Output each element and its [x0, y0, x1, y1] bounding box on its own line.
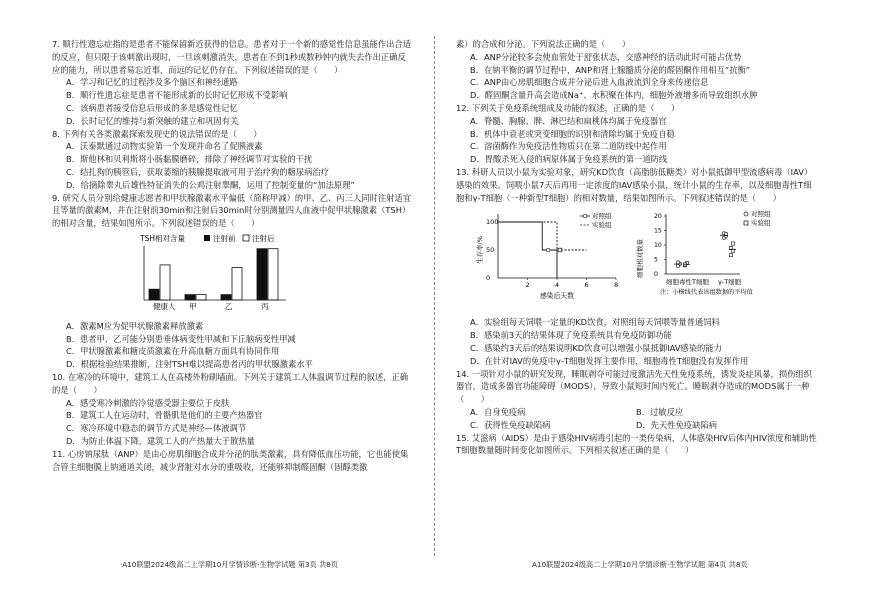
cell-category-1: 细胞毒性T细胞 [666, 278, 709, 287]
survival-marker-experimental [558, 249, 562, 253]
cell-legend-exp: 实验组 [751, 219, 771, 228]
q13-figures [470, 206, 818, 312]
tsh-bar-before-0 [149, 289, 159, 300]
q13-option-d: D．在针对IAV的免疫中γ-T细胞发挥主要作用，细胞毒性T细胞没有发挥作用 [470, 355, 749, 366]
q10-option-a: A．感受寒冷刺激的冷觉感受器主要位于皮肤 [66, 397, 230, 408]
tsh-bar-chart [66, 232, 286, 312]
legend-before-swatch [204, 235, 210, 241]
cell-control-point-0-2 [676, 261, 679, 264]
q10-option-c: C．寒冷环境中稳态的调节方式是神经—体液调节 [66, 423, 247, 434]
tsh-category-label-3: 丙 [261, 301, 269, 311]
survival-x-tick-label-3: 8 [614, 281, 619, 290]
survival-y-tick-label-2: 100 [486, 218, 499, 227]
tsh-bar-after-0 [160, 265, 170, 300]
q7-option-c: C．该病患者接受信息后形成的多是感觉性记忆 [66, 102, 238, 113]
cell-exp-point-1-0 [729, 254, 732, 257]
survival-x-label: 感染后天数 [540, 292, 574, 301]
cell-legend-control-marker [744, 212, 748, 216]
tsh-bar-after-3 [268, 249, 278, 300]
question-11-stem: 11. 心房钠尿肽（ANP）是由心房肌细胞合成并分泌的肽类激素，具有降低血压功能，它也能使集合管主细胞膜上钠通道关闭，减少肾脏对水分的重吸收，还能够抑制醛固酮（固醇类激 [52, 448, 409, 472]
survival-legend-exp: 实验组 [592, 221, 612, 230]
legend-before-label: 注射前 [213, 233, 236, 243]
cell-y-tick-label-0: 0 [654, 271, 658, 279]
survival-y-label: 生存率/% [476, 236, 484, 265]
cell-y-label: 细胞相对数量 [636, 239, 644, 279]
tsh-category-label-0: 健康人 [153, 301, 176, 311]
q9-option-c: C．甲状腺激素和糖皮质激素在升高血糖方面具有协同作用 [66, 346, 280, 357]
survival-marker-control [546, 249, 550, 253]
q9-option-a: A．激素M应为促甲状腺激素释放激素 [66, 320, 204, 331]
q13-option-c: C．感染约3天后的结果说明KD饮食可以增强小鼠抵御IAV感染的能力 [470, 342, 722, 353]
question-11-continued: 素）的合成和分泌。下列说法正确的是（ ） [456, 39, 631, 49]
cell-y-tick-label-1: 5 [654, 256, 658, 264]
survival-y-tick-label-1: 50 [486, 246, 495, 255]
cell-category-2: γ-T细胞 [718, 278, 742, 287]
cell-legend-control: 对照组 [751, 210, 771, 219]
survival-x-tick-label-0: 2 [525, 281, 530, 290]
tsh-category-label-2: 乙 [225, 301, 233, 311]
q11-option-a: A．ANP分泌较多会使血管处于舒张状态，交感神经的活动此时可能占优势 [470, 51, 742, 62]
question-10-stem: 10. 在寒冷的环境中，建筑工人在高楼外粉刷墙面。下列关于建筑工人体温调节过程的叙述，正确的是（ ） [52, 371, 409, 395]
q8-option-a: A．沃泰默通过动物实验第一个发现并命名了促胰液素 [66, 141, 263, 152]
q8-option-b: B．斯他林和贝利斯将小肠黏膜磨碎，排除了神经调节对实验的干扰 [66, 154, 313, 165]
tsh-bar-after-2 [232, 268, 242, 300]
q14-option-b: B．过敏反应 [636, 406, 684, 417]
q14-option-a: A．自身免疫病 [470, 406, 526, 417]
q7-option-d: D．长时记忆的维持与新突触的建立和巩固有关 [66, 115, 239, 126]
q13-figure-svg [470, 206, 820, 312]
tsh-bar-before-3 [257, 249, 267, 300]
q11-option-c: C．ANP由心房肌细胞合成并分泌后进入血液流到全身来传递信息 [470, 77, 709, 88]
survival-x-tick-label-1: 4 [555, 281, 560, 290]
cell-y-tick-label-2: 10 [654, 242, 662, 250]
q12-option-d: D．胃酸杀死入侵的病原体属于免疫系统的第一道防线 [470, 154, 668, 165]
q10-option-b: B．建筑工人在运动时，骨骼肌是他们的主要产热器官 [66, 410, 263, 421]
cell-exp-point-1-3 [731, 242, 734, 245]
q14-options-row-1 [470, 406, 818, 419]
question-15-stem: 15. 艾滋病（AIDS）是由于感染HIV病毒引起的一类传染病，人体感染HIV后体内HIV浓度和辅助性T细胞数量随时间变化如图所示。下列相关叙述正确的是（ ） [456, 432, 817, 456]
q14-option-d: D．先天性免疫缺陷病 [636, 419, 718, 430]
cell-y-tick-label-4: 20 [654, 213, 662, 221]
q11-option-b: B．在钠平衡的调节过程中，ANP和肾上腺髓质分泌的醛固酮作用相互“抗衡” [470, 64, 751, 75]
legend-after-swatch [243, 235, 249, 241]
q14-option-c: C．获得性免疫缺陷病 [470, 419, 551, 430]
survival-legend-control-marker [583, 215, 587, 219]
q12-option-b: B．机体中衰老或突变细胞的识别和清除均属于免疫自稳 [470, 128, 675, 139]
question-9-stem: 9. 研究人员分别给健康志愿者和甲状腺激素水平偏低（简称甲减）的甲、乙、丙三人同时注射适宜且等量的激素M，并在注射前30min和注射后30min时分别测量四人血液中促甲状腺激素（TSH）的相对含量，结果如图所示。下列叙述错误的是（ ） [52, 192, 412, 229]
q9-option-b: B．患者甲、乙可能分别患垂体病变性甲减和下丘脑病变性甲减 [66, 333, 296, 344]
footer-right: A10联盟2024级高二上学期10月学情诊断·生物学试题 第4页 共8页 [532, 560, 748, 569]
q11-option-d: D．醛固酮含量升高会造成Na⁺、水积聚在体内，细胞外液增多而导致组织水肿 [470, 90, 758, 101]
question-13-stem: 13. 科研人员以小鼠为实验对象，研究KD饮食（高脂肪低糖类）对小鼠抵御甲型流感病毒（IAV）感染的效果。饲喂小鼠7天后再用一定浓度的IAV感染小鼠，统计小鼠的生存率，以及细胞毒性T细胞和γ-T细胞（一种新型T细胞）的相对数量，结果如图所示。下列叙述错误的是（ ） [456, 166, 813, 203]
q8-option-c: C．结扎狗的胰管后，获取萎缩的胰腺提取液可用于治疗狗的糖尿病治疗 [66, 166, 329, 177]
q7-option-b: B．顺行性遗忘症是患者不能形成新的长时记忆形成不受影响 [66, 90, 288, 101]
tsh-bar-before-1 [185, 295, 195, 300]
q8-option-d: D．给摘除睾丸后雄性特征消失的公鸡注射睾酮，运用了控制变量的“加法原理” [66, 179, 355, 190]
footer-left: ·A10联盟2024级高二上学期10月学情诊断·生物学试题 第3页 共8页 [120, 560, 338, 569]
q12-option-c: C．溶菌酶作为免疫活性物质只在第二道防线中起作用 [470, 141, 667, 152]
q7-option-a: A．学习和记忆的过程涉及多个脑区和神经通路 [66, 77, 238, 88]
tsh-bar-after-1 [196, 295, 206, 300]
question-7-stem: 7. 顺行性遗忘症指的是患者不能保留新近获得的信息。患者对于一个新的感觉性信息虽能作出合适的反应，但只限于该刺激出现时，一旦该刺激消失，患者在不到1秒或数秒钟内就失去作出正确反应的能力，所以患者易忘近事，而远的记忆仍存在。下列叙述错误的是（ ） [52, 39, 412, 75]
q12-option-a: A．脊髓、胸腺、脾、淋巴结和扁桃体均属于免疫器官 [470, 115, 667, 126]
cell-legend-exp-marker [744, 221, 748, 225]
left-column [52, 38, 412, 473]
cell-y-tick-label-3: 15 [654, 227, 662, 235]
q10-option-d: D．为防止体温下降，建筑工人的产热量大于散热量 [66, 435, 255, 446]
column-divider [434, 36, 435, 556]
survival-x-tick-label-2: 6 [584, 281, 589, 290]
legend-after-label: 注射后 [252, 233, 275, 243]
tsh-category-label-1: 甲 [189, 301, 197, 311]
q9-option-d: D．根据检验结果推断，注射TSH难以提高患者丙的甲状腺激素水平 [66, 359, 313, 370]
question-8-stem: 8. 下列有关各类激素探索发现史的说法错误的是（ ） [52, 128, 262, 139]
q13-option-a: A．实验组每天饲喂一定量的KD饮食，对照组每天饲喂等量普通饲料 [470, 317, 720, 328]
tsh-bar-before-2 [221, 295, 231, 300]
question-14-stem: 14. 一项针对小鼠的研究发现，睡眠剥夺可能过度激活先天性免疫系统，诱发炎症风暴，损伤组织器官，造成多器官功能障碍（MODS），导致小鼠短时间内死亡。睡眠剥夺造成的MODS属于一种（ ） [456, 368, 813, 405]
tsh-chart [66, 232, 412, 316]
right-column [456, 38, 818, 457]
tsh-chart-title: TSH相对含量 [140, 233, 185, 243]
q14-options-row-2 [470, 419, 818, 432]
q13-option-b: B．感染前3天的结果体现了免疫系统具有免疫防御功能 [470, 330, 672, 341]
survival-legend-control: 对照组 [592, 212, 612, 221]
question-12-stem: 12. 下列关于免疫系统组成及功能的叙述，正确的是（ ） [456, 102, 680, 113]
cell-chart-note: 注：小横线代表该组数据的平均值 [660, 289, 753, 297]
survival-y-tick-label-0: 0 [486, 274, 491, 283]
